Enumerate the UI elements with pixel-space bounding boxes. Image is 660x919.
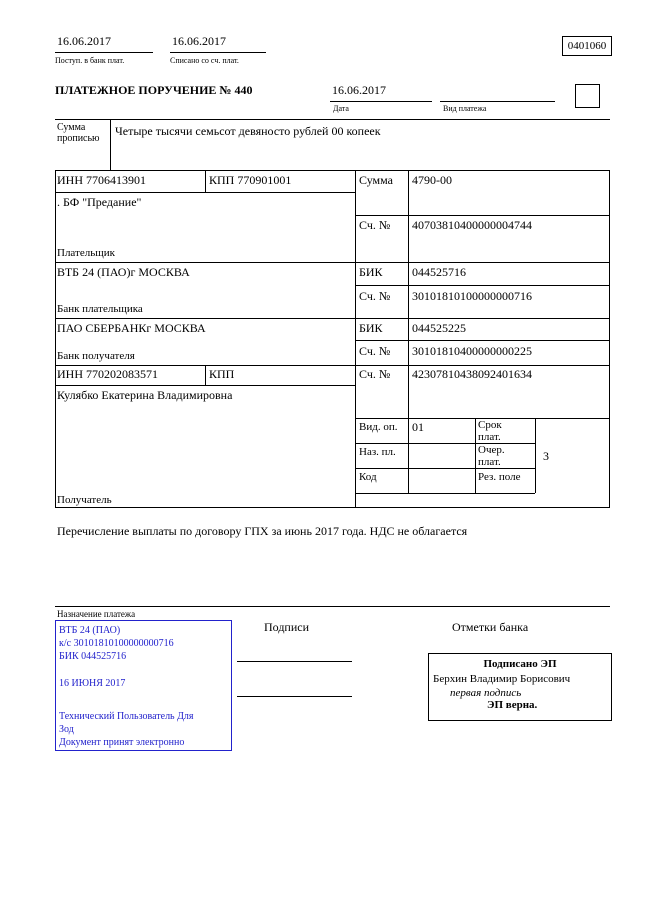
- payee-bank-account: 30101810400000000225: [412, 344, 532, 358]
- payer-bank-account: 30101810100000000716: [412, 289, 532, 303]
- purpose-code-label: Наз. пл.: [359, 446, 396, 458]
- divider: [355, 170, 356, 508]
- payer-account: 40703810400000004744: [412, 218, 532, 232]
- order-label: Очер. плат.: [478, 444, 505, 468]
- payee-bank-bik-label: БИК: [359, 321, 383, 335]
- payee-account-label: Сч. №: [359, 367, 391, 381]
- doc-title: ПЛАТЕЖНОЕ ПОРУЧЕНИЕ № 440: [55, 83, 253, 97]
- op-kind-value: 01: [412, 420, 424, 434]
- divider: [55, 606, 610, 607]
- bank-stamp-line: БИК 044525716: [59, 651, 127, 662]
- divider: [55, 262, 610, 263]
- payee-section-label: Получатель: [57, 494, 112, 506]
- divider: [355, 468, 535, 469]
- received-date-label: Поступ. в банк плат.: [55, 56, 125, 65]
- divider: [475, 418, 476, 493]
- term-label: Срок плат.: [478, 419, 502, 443]
- payer-bank-bik-label: БИК: [359, 265, 383, 279]
- form-code-box: [562, 36, 612, 56]
- payment-kind-box: [575, 84, 600, 108]
- order-value: 3: [543, 449, 549, 463]
- signature-stamp-title: Подписано ЭП: [483, 658, 557, 670]
- divider: [55, 192, 355, 193]
- divider: [55, 385, 355, 386]
- divider: [55, 318, 610, 319]
- divider: [205, 365, 206, 385]
- bank-stamp-line: ВТБ 24 (ПАО): [59, 625, 121, 636]
- divider: [55, 365, 610, 366]
- divider: [408, 170, 409, 493]
- payee-kpp: КПП: [209, 367, 235, 381]
- payer-bank-bik: 044525716: [412, 265, 466, 279]
- signature-line: [237, 696, 352, 697]
- purpose-label: Назначение платежа: [57, 609, 136, 619]
- payer-bank-section-label: Банк плательщика: [57, 303, 143, 315]
- signer-name: Берхин Владимир Борисович: [433, 673, 571, 685]
- op-kind-label: Вид. оп.: [359, 421, 398, 433]
- payer-section-label: Плательщик: [57, 247, 115, 259]
- divider: [355, 215, 610, 216]
- doc-date-label: Дата: [333, 104, 349, 113]
- debited-date-label: Списано со сч. плат.: [170, 56, 239, 65]
- divider: [440, 101, 555, 102]
- signatures-header: Подписи: [264, 620, 310, 634]
- divider: [205, 170, 206, 192]
- reserve-label: Рез. поле: [478, 471, 521, 483]
- signature-kind: первая подпись: [450, 687, 522, 699]
- divider: [55, 52, 153, 53]
- code-label: Код: [359, 471, 377, 483]
- payer-account-label: Сч. №: [359, 218, 391, 232]
- amount-words: Четыре тысячи семьсот девяносто рублей 00 копеек: [115, 124, 381, 138]
- divider: [110, 119, 111, 170]
- bank-stamp-user: Зод: [59, 724, 74, 735]
- payment-purpose: Перечисление выплаты по договору ГПХ за июнь 2017 года. НДС не облагается: [57, 524, 468, 538]
- payer-bank-name: ВТБ 24 (ПАО)г МОСКВА: [57, 265, 190, 279]
- divider: [355, 285, 610, 286]
- divider: [330, 101, 432, 102]
- signature-validity: ЭП верна.: [487, 699, 538, 711]
- divider: [535, 418, 536, 493]
- divider: [355, 443, 535, 444]
- payee-bank-bik: 044525225: [412, 321, 466, 335]
- payee-name: Кулябко Екатерина Владимировна: [57, 388, 233, 402]
- debited-date: 16.06.2017: [172, 34, 226, 48]
- payee-bank-section-label: Банк получателя: [57, 350, 135, 362]
- payer-bank-account-label: Сч. №: [359, 289, 391, 303]
- amount-label: Сумма: [359, 173, 393, 187]
- payer-inn: ИНН 7706413901: [57, 173, 146, 187]
- received-date: 16.06.2017: [57, 34, 111, 48]
- divider: [355, 493, 535, 494]
- payer-name: . БФ "Предание": [57, 195, 142, 209]
- bank-stamp-note: Документ принят электронно: [59, 737, 185, 748]
- payee-inn: ИНН 770202083571: [57, 367, 158, 381]
- payment-kind-label: Вид платежа: [443, 104, 487, 113]
- doc-date: 16.06.2017: [332, 83, 386, 97]
- bank-stamp-line: к/с 30101810100000000716: [59, 638, 174, 649]
- bank-stamp-user: Технический Пользователь Для: [59, 711, 194, 722]
- payee-bank-name: ПАО СБЕРБАНКг МОСКВА: [57, 321, 206, 335]
- payer-kpp: КПП 770901001: [209, 173, 292, 187]
- bank-stamp-date: 16 ИЮНЯ 2017: [59, 678, 126, 689]
- signature-line: [237, 661, 352, 662]
- divider: [170, 52, 266, 53]
- divider: [355, 340, 610, 341]
- amount-words-label: Сумма прописью: [57, 122, 100, 144]
- amount-value: 4790-00: [412, 173, 452, 187]
- form-code: 0401060: [567, 40, 607, 52]
- bank-marks-header: Отметки банка: [452, 620, 529, 634]
- payee-bank-account-label: Сч. №: [359, 344, 391, 358]
- payee-account: 42307810438092401634: [412, 367, 532, 381]
- divider: [55, 119, 610, 120]
